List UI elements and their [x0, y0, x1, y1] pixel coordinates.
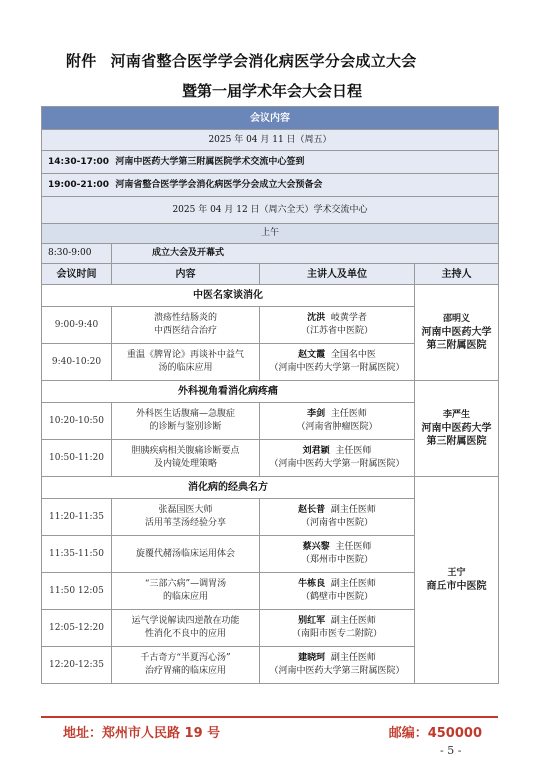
section-title: 消化病的经典名方 [42, 477, 415, 499]
session-speaker [260, 440, 415, 477]
host-unit: 河南中医药大学 [421, 423, 492, 434]
session-topic [112, 573, 260, 610]
speaker-unit: （河南中医药大学第一附属医院） [269, 363, 405, 373]
speaker-unit: （南阳市医专二附院） [291, 629, 382, 639]
session-speaker [260, 499, 415, 536]
session-speaker [260, 536, 415, 573]
speaker-unit: （河南省肿瘤医院） [296, 422, 378, 432]
speaker-role: 副主任医师 [330, 616, 376, 626]
day1-item-time: 19:00-21:00 [48, 179, 110, 190]
speaker-name: 建晓珂 [298, 653, 326, 663]
session-topic [112, 403, 260, 440]
opening-time: 8:30-9:00 [42, 244, 112, 264]
section-row [42, 285, 499, 307]
footer-postcode: 邮编：450000 [388, 726, 482, 741]
topic-line: 重温《脾胃论》再谈补中益气 [126, 350, 244, 360]
session-time: 10:50-11:20 [42, 440, 112, 477]
host-name: 李严生 [442, 410, 470, 420]
session-time: 12:05-12:20 [42, 610, 112, 647]
day2-row [42, 197, 499, 224]
title-text-1: 河南省整合医学学会消化病医学分会成立大会 [110, 52, 417, 70]
speaker-unit: （河南中医药大学第三附属医院） [269, 666, 405, 676]
topic-line: 外科医生话腹痛—急腹症 [135, 409, 235, 419]
session-topic [112, 499, 260, 536]
section-row [42, 381, 499, 403]
col-content: 内容 [112, 264, 260, 285]
topic-line: 汤的临床应用 [158, 363, 213, 373]
speaker-name: 别红军 [298, 616, 326, 626]
session-topic [112, 344, 260, 381]
speaker-role: 主任医师 [335, 542, 372, 552]
column-header-row [42, 264, 499, 285]
page-number: - 5 - [440, 744, 462, 757]
speaker-unit: （江苏省中医院） [300, 326, 373, 336]
document-title-line2: 暨第一届学术年会大会日程 [181, 82, 362, 100]
session-speaker [260, 647, 415, 684]
section-title: 中医名家谈消化 [42, 285, 415, 307]
day1-item-1 [42, 151, 499, 174]
topic-line: 活用苇茎汤经验分享 [144, 518, 226, 528]
host-unit: 河南中医药大学 [421, 327, 492, 338]
topic-line: 及内镜处理策略 [153, 459, 217, 469]
attachment-tag: 附件 [66, 52, 97, 70]
footer-address: 地址：郑州市人民路 19 号 [63, 726, 221, 741]
session-topic [112, 610, 260, 647]
speaker-role: 主任医师 [330, 409, 367, 419]
host-unit: 第三附属医院 [426, 340, 487, 351]
session-speaker [260, 403, 415, 440]
day1-date: 2025 年 04 月 11 日（周五） [42, 130, 499, 151]
topic-line: 胆胰疾病相关腹痛诊断要点 [131, 446, 240, 456]
session-topic [112, 440, 260, 477]
speaker-role: 副主任医师 [330, 505, 376, 515]
session-speaker [260, 344, 415, 381]
session-time: 10:20-10:50 [42, 403, 112, 440]
opening-row [42, 244, 499, 264]
session-time: 9:40-10:20 [42, 344, 112, 381]
day1-item-2 [42, 174, 499, 197]
speaker-role: 副主任医师 [330, 653, 376, 663]
topic-line: 治疗胃痛的临床应用 [144, 666, 226, 676]
host-cell [415, 477, 499, 684]
session-speaker [260, 307, 415, 344]
table-header: 会议内容 [42, 107, 499, 130]
speaker-name: 牛栋良 [298, 579, 326, 589]
document-title-line1 [66, 50, 544, 71]
session-time: 11:35-11:50 [42, 536, 112, 573]
topic-line: 中西医结合治疗 [153, 326, 217, 336]
topic-line: 张磊国医大师 [158, 505, 213, 515]
topic-line: 的诊断与鉴别诊断 [149, 422, 222, 432]
col-speaker: 主讲人及单位 [260, 264, 415, 285]
speaker-name: 赵文霞 [298, 350, 326, 360]
session-topic [112, 536, 260, 573]
host-name: 王宁 [447, 568, 466, 578]
host-cell [415, 381, 499, 477]
host-cell [415, 285, 499, 381]
host-name: 邵明义 [442, 314, 470, 324]
col-time: 会议时间 [42, 264, 112, 285]
speaker-name: 赵长普 [298, 505, 326, 515]
section-title: 外科视角看消化病疼痛 [42, 381, 415, 403]
section-row [42, 477, 499, 499]
topic-line: 性消化不良中的应用 [144, 629, 226, 639]
speaker-role: 副主任医师 [330, 579, 376, 589]
speaker-name: 李剑 [307, 409, 326, 419]
topic-line: 运气学说解读四逆散在功能 [131, 616, 240, 626]
speaker-role: 岐黄学者 [330, 313, 367, 323]
session-speaker [260, 610, 415, 647]
col-host: 主持人 [415, 264, 499, 285]
session-speaker [260, 573, 415, 610]
session-time: 11:20-11:35 [42, 499, 112, 536]
session-time: 12:20-12:35 [42, 647, 112, 684]
speaker-name: 沈洪 [307, 313, 326, 323]
session-time: 11:50 12:05 [42, 573, 112, 610]
morning-row [42, 224, 499, 244]
session-time: 9:00-9:40 [42, 307, 112, 344]
day1-item-row [42, 151, 499, 174]
speaker-unit: （河南中医药大学第一附属医院） [269, 459, 405, 469]
schedule-table [41, 106, 499, 684]
speaker-unit: （郑州市中医院） [300, 555, 373, 565]
opening-text: 成立大会及开幕式 [112, 244, 499, 264]
speaker-name: 蔡兴黎 [302, 542, 330, 552]
footer [41, 716, 498, 744]
topic-line: 溃疡性结肠炎的 [153, 313, 217, 323]
host-unit: 商丘市中医院 [426, 581, 487, 592]
morning-label: 上午 [42, 224, 499, 244]
day1-item-text: 河南省整合医学学会消化病医学分会成立大会预备会 [115, 179, 323, 190]
day1-item-text: 河南中医药大学第三附属医院学术交流中心签到 [115, 156, 305, 167]
host-unit: 第三附属医院 [426, 436, 487, 447]
table-header-row [42, 107, 499, 130]
topic-line: 千古奇方“半夏泻心汤” [140, 653, 231, 663]
topic-line: “三部六病”—调胃汤 [144, 579, 227, 589]
speaker-name: 刘君颖 [302, 446, 330, 456]
speaker-unit: （鹤壁市中医院） [300, 592, 373, 602]
day1-row [42, 130, 499, 151]
session-topic [112, 307, 260, 344]
day1-item-time: 14:30-17:00 [48, 156, 110, 167]
speaker-role: 全国名中医 [330, 350, 376, 360]
topic-line: 的临床应用 [162, 592, 208, 602]
speaker-unit: （河南省中医院） [300, 518, 373, 528]
speaker-role: 主任医师 [335, 446, 372, 456]
session-topic [112, 647, 260, 684]
day1-item-row [42, 174, 499, 197]
day2-date: 2025 年 04 月 12 日（周六全天）学术交流中心 [42, 197, 499, 224]
topic-line: 旋覆代赭汤临床运用体会 [135, 548, 235, 559]
